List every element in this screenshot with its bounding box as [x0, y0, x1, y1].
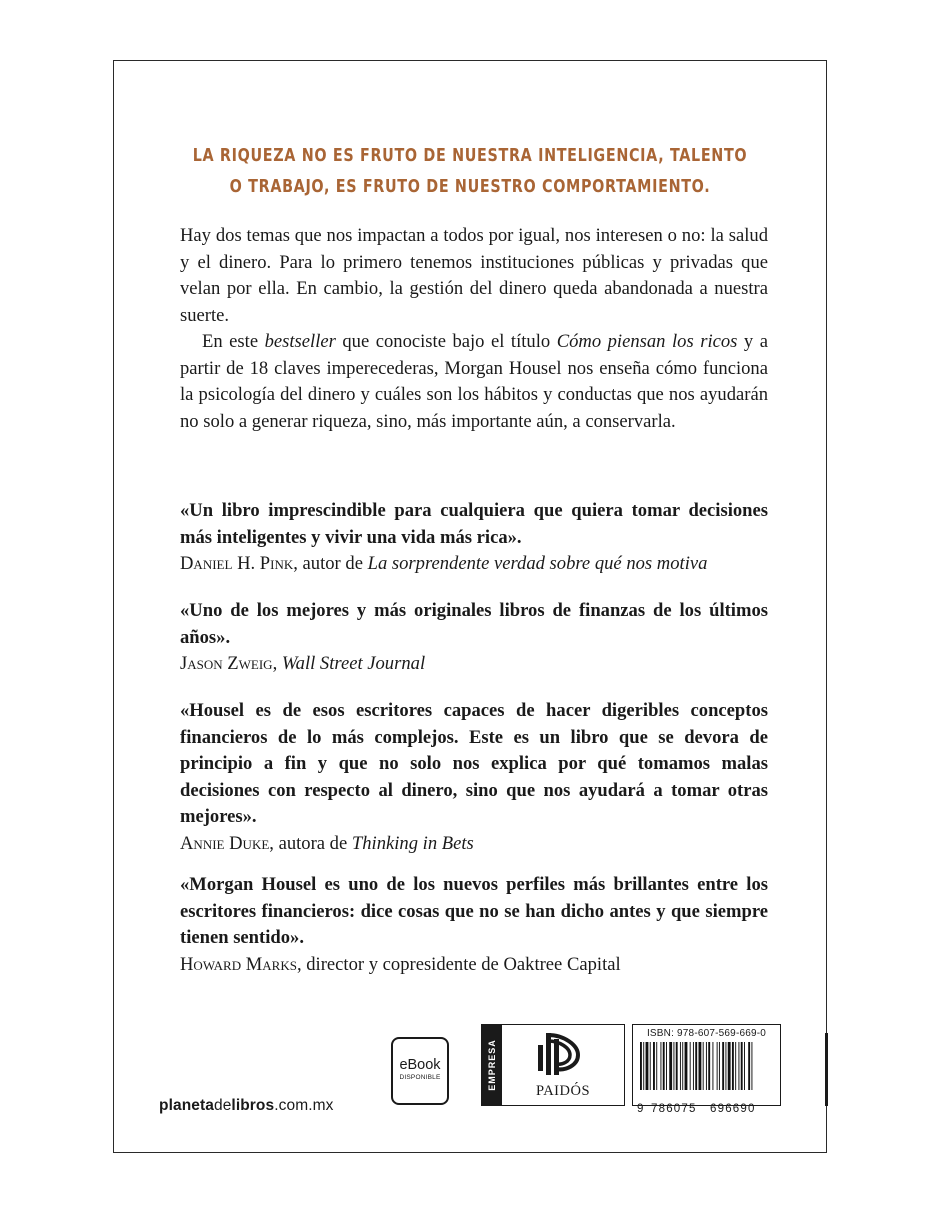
barcode-digits-right: 696690 [710, 1103, 756, 1115]
ebook-sublabel: DISPONIBLE [399, 1074, 441, 1081]
blurb-marks [180, 872, 768, 978]
synopsis-emphasis: bestseller [264, 331, 336, 352]
barcode-digits-left: 786075 [651, 1103, 697, 1115]
synopsis-text: que conociste bajo el título [335, 331, 557, 352]
publisher-block [481, 1024, 625, 1106]
blurb-author: Jason Zweig [180, 653, 273, 674]
headline-line-1: LA RIQUEZA NO ES FRUTO DE NUESTRA INTELIGENCIA, TALENTO [192, 146, 748, 166]
blurb-text: «Housel es de esos escritores capaces de hacer digeribles conceptos financieros de lo más complejos. Este es un libro que se devora de principio a fin y que no solo nos explica por qué tomamos malas decisiones con respecto al dinero, sino que nos ayudará a tomar otras mejores». [180, 700, 768, 827]
blurb-attribution [180, 831, 768, 858]
blurb-text: «Morgan Housel es uno de los nuevos perfiles más brillantes entre los escritores financieros: dice cosas que no se han dicho antes y que siempre tienen sentido». [180, 874, 768, 948]
synopsis-text: En este [202, 331, 265, 352]
blurb-author: Daniel H. Pink [180, 553, 294, 574]
blurb-work: La sorprendente verdad sobre qué nos motiva [367, 553, 708, 574]
blurb-attribution [180, 952, 768, 979]
site-part: de [213, 1097, 232, 1114]
blurb-duke [180, 698, 768, 857]
blurb-text: «Un libro imprescindible para cualquiera que quiera tomar decisiones más inteligentes y vivir una vida más rica». [180, 500, 768, 548]
publisher-name: PAIDÓS [535, 1083, 591, 1099]
blurb-role: , autora de [269, 832, 352, 854]
synopsis-paragraph-2 [180, 329, 768, 435]
imprint-strip [482, 1025, 502, 1105]
blurb-role: , autor de [293, 553, 368, 574]
ebook-badge [391, 1037, 449, 1105]
barcode-icon [638, 1042, 777, 1090]
blurb-attribution [180, 551, 768, 578]
paidos-logo-icon [534, 1031, 582, 1077]
blurb-author: Howard Marks [180, 953, 297, 975]
synopsis-text: y a partir de 18 claves imperecederas, Morgan Housel nos enseña cómo funciona la psicología del dinero y cuáles son los hábitos y conductas que nos ayudarán no solo a generar riqueza, sino, más importante aún, a conservarla. [180, 331, 768, 432]
headline [114, 141, 826, 203]
synopsis [180, 223, 768, 435]
blurb-author: Annie Duke [180, 832, 270, 854]
blurb-role: , [272, 653, 282, 674]
ebook-label: eBook [399, 1057, 441, 1073]
isbn-number: ISBN: 978-607-569-669-0 [646, 1028, 767, 1039]
isbn-barcode [632, 1024, 781, 1115]
blurb-role: , director y copresidente de Oaktree Capital [296, 953, 621, 975]
blurb-pink [180, 498, 768, 578]
edge-mark [825, 1033, 828, 1106]
blurb-text: «Uno de los mejores y más originales libros de finanzas de los últimos años». [180, 600, 768, 648]
headline-line-2: O TRABAJO, ES FRUTO DE NUESTRO COMPORTAMIENTO. [229, 177, 711, 197]
blurb-work: Wall Street Journal [281, 653, 426, 674]
synopsis-book-title: Cómo piensan los ricos [556, 331, 738, 352]
site-part: .com.mx [274, 1097, 334, 1114]
blurb-zweig [180, 598, 768, 678]
imprint-label: EMPRESA [487, 1039, 497, 1091]
blurb-attribution [180, 651, 768, 678]
blurb-work: Thinking in Bets [351, 832, 474, 854]
site-part: planeta [159, 1097, 214, 1114]
site-part: libros [231, 1097, 275, 1114]
publisher-website [159, 1097, 334, 1115]
synopsis-paragraph-1: Hay dos temas que nos impactan a todos por igual, nos interesen o no: la salud y el dinero. Para lo primero tenemos instituciones públicas y privadas que velan por ella. En cambio, la gestión del dinero queda abandonada a nuestra suerte. [180, 225, 768, 326]
back-cover [113, 60, 827, 1153]
barcode-digit-lead: 9 [637, 1103, 645, 1115]
